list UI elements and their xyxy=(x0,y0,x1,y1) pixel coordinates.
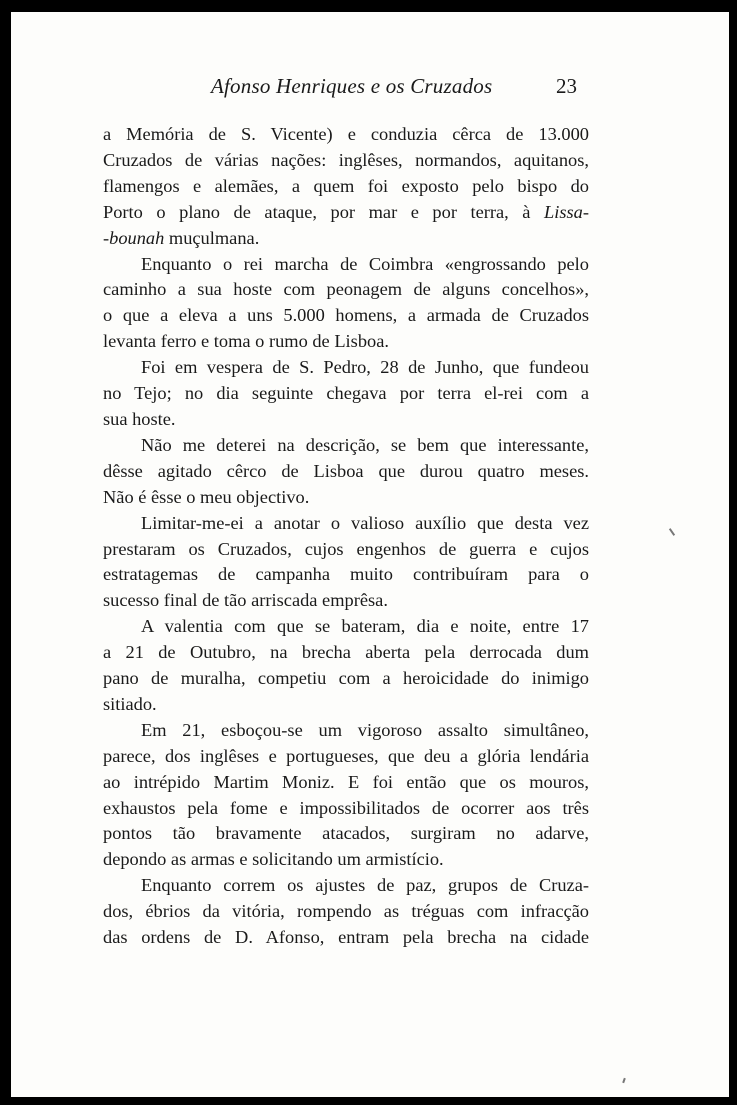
body-text xyxy=(103,122,589,951)
text-line: A valentia com que se bateram, dia e noite, entre 17 xyxy=(141,616,589,637)
page-header xyxy=(103,70,591,110)
paragraph xyxy=(103,718,589,873)
text-line: caminho a sua hoste com peonagem de alguns concelhos», xyxy=(103,279,589,300)
italic-place-name: Lissa- xyxy=(544,201,589,222)
italic-place-name: -bounah xyxy=(103,227,165,248)
paragraph xyxy=(103,252,589,356)
text-line xyxy=(103,226,589,252)
paragraph xyxy=(103,614,589,718)
text-line: flamengos e alemães, a quem foi exposto pelo bispo do xyxy=(103,175,589,196)
paragraph xyxy=(103,355,589,433)
text-line: no Tejo; no dia seguinte chegava por terra el-rei com a xyxy=(103,383,589,404)
text-line: Limitar-me-ei a anotar o valioso auxílio que desta vez xyxy=(141,512,589,533)
text-line: Enquanto correm os ajustes de paz, grupos de Cruza- xyxy=(141,875,589,896)
text-line: parece, dos inglêses e portugueses, que deu a glória lendária xyxy=(103,745,589,766)
text-line: Em 21, esboçou-se um vigoroso assalto simultâneo, xyxy=(141,719,589,740)
text-line: a 21 de Outubro, na brecha aberta pela derrocada dum xyxy=(103,642,589,663)
paragraph xyxy=(103,511,589,615)
text-line: levanta ferro e toma o rumo de Lisboa. xyxy=(103,331,389,352)
text-run: muçulmana. xyxy=(164,227,260,248)
running-title: Afonso Henriques e os Cruzados xyxy=(211,74,493,98)
text-line: Não me deterei na descrição, se bem que interessante, xyxy=(141,434,589,455)
paragraph xyxy=(103,122,589,252)
text-line: Enquanto o rei marcha de Coimbra «engrossando pelo xyxy=(141,253,589,274)
text-line: sucesso final de tão arriscada emprêsa. xyxy=(103,590,388,611)
text-line: depondo as armas e solicitando um armistício. xyxy=(103,849,444,870)
text-line: dêsse agitado cêrco de Lisboa que durou quatro meses. xyxy=(103,460,589,481)
page-number: 23 xyxy=(556,74,577,98)
text-line: ao intrépido Martim Moniz. E foi então que os mouros, xyxy=(103,771,589,792)
text-line: sitiado. xyxy=(103,693,157,714)
text-line: sua hoste. xyxy=(103,408,176,429)
text-line: Cruzados de várias nações: inglêses, normandos, aquitanos, xyxy=(103,149,589,170)
text-line: Foi em vespera de S. Pedro, 28 de Junho, que fundeou xyxy=(141,357,589,378)
text-line xyxy=(103,200,589,226)
text-line: pano de muralha, competiu com a heroicidade do inimigo xyxy=(103,668,589,689)
text-line: estratagemas de campanha muito contribuíram para o xyxy=(103,564,589,585)
text-line: Não é êsse o meu objectivo. xyxy=(103,486,310,507)
paper-speck xyxy=(669,528,675,536)
text-line: prestaram os Cruzados, cujos engenhos de guerra e cujos xyxy=(103,538,589,559)
paragraph xyxy=(103,433,589,511)
text-run: Porto o plano de ataque, por mar e por terra, à xyxy=(103,201,545,222)
text-line: das ordens de D. Afonso, entram pela brecha na cidade xyxy=(103,927,589,948)
text-line: o que a eleva a uns 5.000 homens, a armada de Cruzados xyxy=(103,305,589,326)
text-line: exhaustos pela fome e impossibilitados de ocorrer aos três xyxy=(103,797,589,818)
paper-speck xyxy=(622,1078,626,1083)
text-line: a Memória de S. Vicente) e conduzia cêrca de 13.000 xyxy=(103,124,589,144)
paragraph xyxy=(103,873,589,951)
text-line: pontos tão bravamente atacados, surgiram no adarve, xyxy=(103,823,589,844)
text-line: dos, ébrios da vitória, rompendo as tréguas com infracção xyxy=(103,901,589,922)
